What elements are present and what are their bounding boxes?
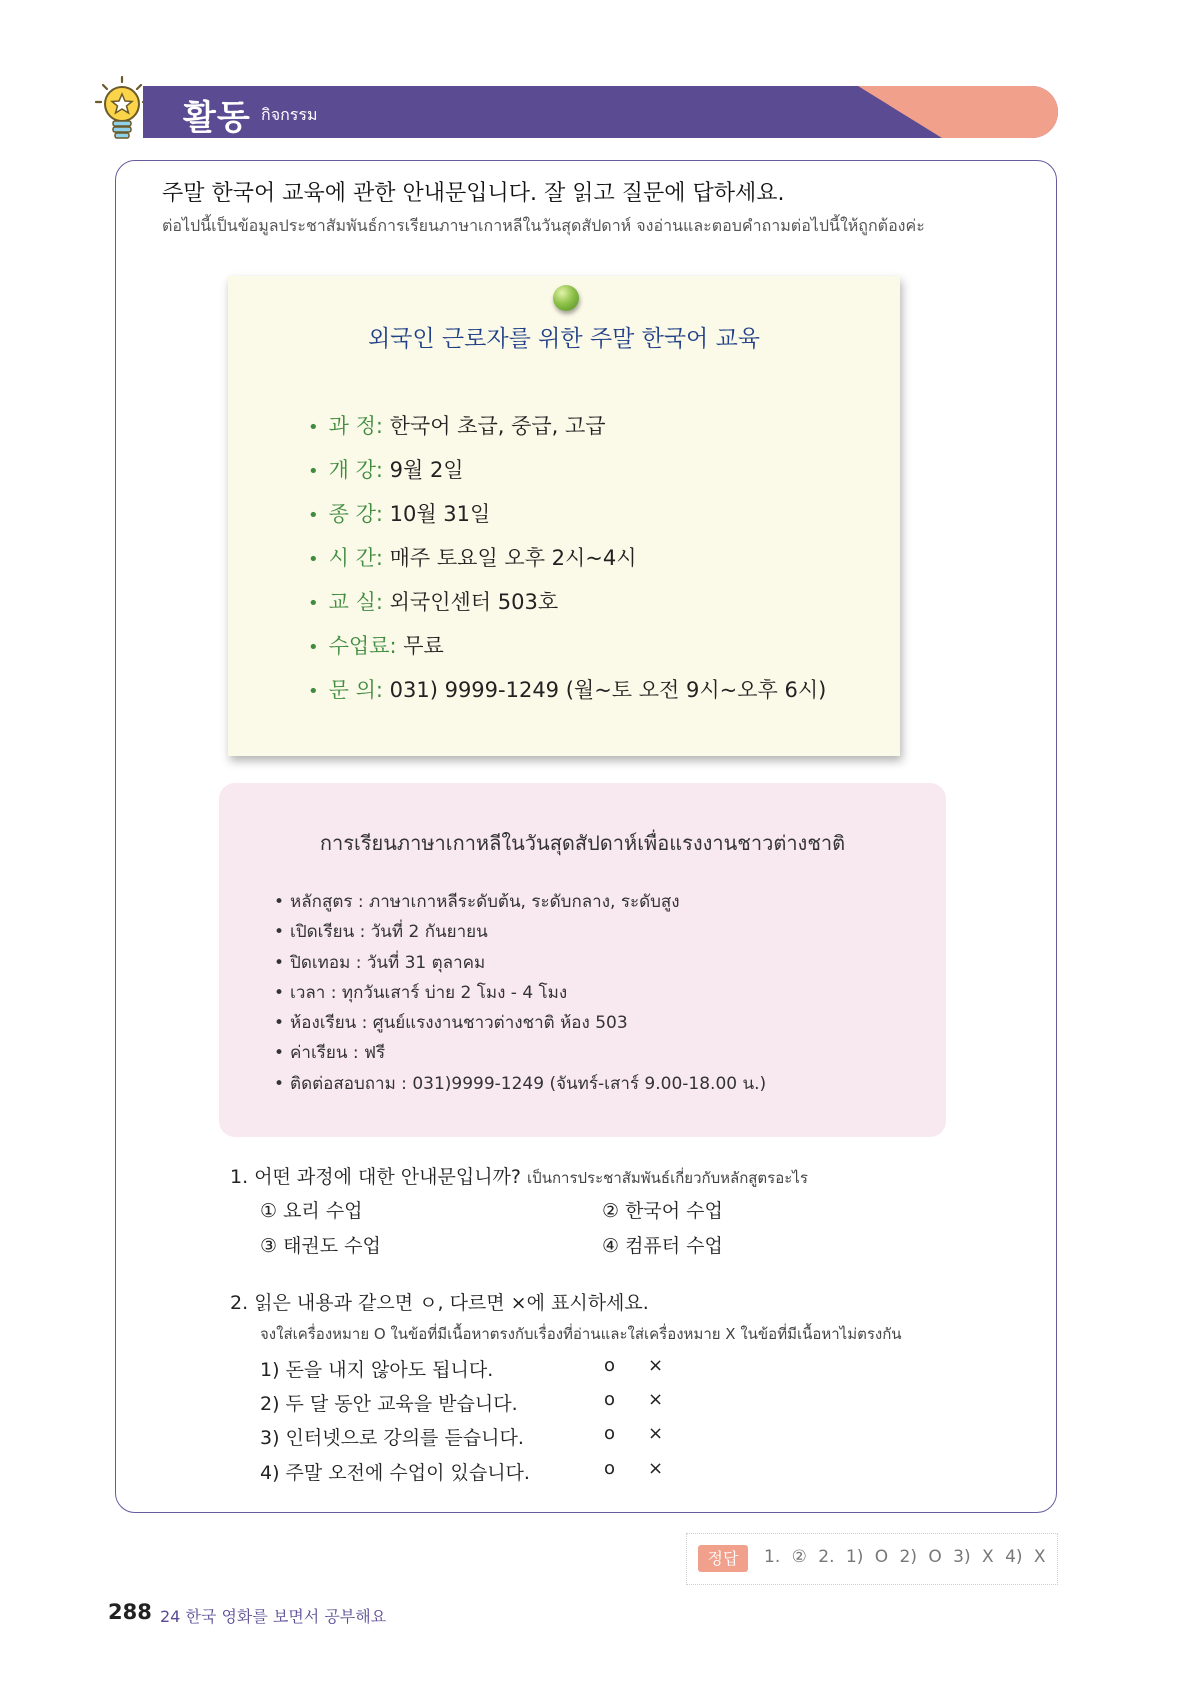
question-2	[230, 1288, 649, 1315]
notice-item-label: 시 간:	[328, 546, 383, 570]
notice-item-value: 10월 31일	[382, 502, 491, 526]
o-mark-option[interactable]: o	[604, 1355, 616, 1376]
o-mark-option[interactable]: o	[604, 1389, 616, 1410]
pushpin-icon	[553, 285, 579, 311]
thai-notice-title: การเรียนภาษาเกาหลีในวันสุดสัปดาห์เพื่อแรงงานชาวต่างชาติ	[319, 831, 846, 855]
notice-item: • 과 정: 한국어 초급, 중급, 고급	[308, 414, 606, 438]
notice-item-value: 매주 토요일 오후 2시~4시	[382, 546, 637, 570]
thai-notice-item: • ปิดเทอม : วันที่ 31 ตุลาคม	[274, 952, 486, 973]
notice-item: • 문 의: 031) 9999-1249 (월~토 오전 9시~오후 6시)	[308, 678, 827, 702]
thai-notice-text: ติดต่อสอบถาม : 031)9999-1249 (จันทร์-เสาร์ 9.00-18.00 น.)	[290, 1073, 767, 1094]
activity-header-bar	[143, 86, 1058, 138]
thai-notice-item: • ห้องเรียน : ศูนย์แรงงานชาวต่างชาติ ห้อง 503	[274, 1013, 628, 1034]
page-number: 288	[108, 1600, 152, 1624]
answer-label: 정답	[698, 1545, 748, 1572]
notice-item: • 개 강: 9월 2일	[308, 458, 464, 482]
notice-item-label: 과 정:	[328, 414, 383, 438]
notice-item-value: 한국어 초급, 중급, 고급	[382, 414, 606, 438]
q2-statement-2: 2) 두 달 동안 교육을 받습니다.	[260, 1393, 518, 1415]
notice-item-value: 031) 9999-1249 (월~토 오전 9시~오후 6시)	[382, 678, 827, 702]
q2-statement-4: 4) 주말 오전에 수업이 있습니다.	[260, 1462, 530, 1484]
notice-item: • 수업료: 무료	[308, 634, 444, 658]
instruction-thai: ต่อไปนี้เป็นข้อมูลประชาสัมพันธ์การเรียนภาษาเกาหลีในวันสุดสัปดาห์ จงอ่านและตอบคำถามต่อไปนี้ให้ถูกต้องค่ะ	[162, 216, 925, 235]
question-1	[230, 1162, 808, 1190]
notice-item: • 교 실: 외국인센터 503호	[308, 590, 559, 614]
thai-notice-list	[274, 888, 766, 1100]
question-number: 2.	[230, 1292, 249, 1314]
o-mark-option[interactable]: o	[604, 1423, 616, 1444]
x-mark-option[interactable]: ×	[648, 1458, 664, 1479]
q1-option-3[interactable]: ③ 태권도 수업	[260, 1235, 381, 1257]
answer-text: 1. ② 2. 1) O 2) O 3) X 4) X	[764, 1547, 1046, 1567]
notice-item: • 종 강: 10월 31일	[308, 502, 491, 526]
thai-notice-text: เปิดเรียน : วันที่ 2 กันยายน	[290, 922, 488, 943]
thai-notice-text: ค่าเรียน : ฟรี	[290, 1043, 386, 1064]
notice-item-value: 외국인센터 503호	[382, 590, 559, 614]
question-text: 읽은 내용과 같으면 ㅇ, 다르면 ×에 표시하세요.	[254, 1292, 649, 1314]
question-thai: จงใส่เครื่องหมาย O ในข้อที่มีเนื้อหาตรงกับเรื่องที่อ่านและใส่เครื่องหมาย X ในข้อที่มีเนื้อหาไม่ตรงกัน	[260, 1325, 902, 1343]
question-text: 어떤 과정에 대한 안내문입니까?	[254, 1166, 521, 1188]
question-number: 1.	[230, 1166, 249, 1188]
x-mark-option[interactable]: ×	[648, 1389, 664, 1410]
notice-list	[308, 410, 826, 718]
header-title: 활동	[183, 98, 251, 138]
question-thai: เป็นการประชาสัมพันธ์เกี่ยวกับหลักสูตรอะไร	[527, 1169, 808, 1187]
notice-item-value: 무료	[396, 634, 444, 658]
notice-item-label: 교 실:	[328, 590, 383, 614]
notice-title: 외국인 근로자를 위한 주말 한국어 교육	[367, 326, 761, 352]
notice-item-label: 종 강:	[328, 502, 383, 526]
thai-notice-item: • หลักสูตร : ภาษาเกาหลีระดับต้น, ระดับกลาง, ระดับสูง	[274, 892, 680, 912]
header-subtitle: กิจกรรม	[261, 105, 318, 124]
thai-notice-text: ห้องเรียน : ศูนย์แรงงานชาวต่างชาติ ห้อง 503	[290, 1013, 628, 1034]
q1-option-2[interactable]: ② 한국어 수업	[602, 1200, 723, 1222]
thai-notice-item: • ติดต่อสอบถาม : 031)9999-1249 (จันทร์-เสาร์ 9.00-18.00 น.)	[274, 1073, 767, 1094]
thai-notice-text: เวลา : ทุกวันเสาร์ บ่าย 2 โมง - 4 โมง	[290, 982, 568, 1003]
notice-item-label: 개 강:	[328, 458, 383, 482]
thai-notice-item: • เวลา : ทุกวันเสาร์ บ่าย 2 โมง - 4 โมง	[274, 982, 568, 1003]
thai-notice-item: • เปิดเรียน : วันที่ 2 กันยายน	[274, 922, 488, 943]
o-mark-option[interactable]: o	[604, 1458, 616, 1479]
x-mark-option[interactable]: ×	[648, 1355, 664, 1376]
q1-option-1[interactable]: ① 요리 수업	[260, 1200, 363, 1222]
notice-item-label: 수업료:	[328, 634, 397, 658]
thai-notice-text: ปิดเทอม : วันที่ 31 ตุลาคม	[290, 952, 486, 973]
q2-statement-1: 1) 돈을 내지 않아도 됩니다.	[260, 1359, 494, 1381]
notice-item-value: 9월 2일	[382, 458, 464, 482]
instruction-korean: 주말 한국어 교육에 관한 안내문입니다. 잘 읽고 질문에 답하세요.	[162, 181, 785, 206]
q1-option-4[interactable]: ④ 컴퓨터 수업	[602, 1235, 723, 1257]
header-accent	[858, 86, 1058, 138]
chapter-title: 24 한국 영화를 보면서 공부해요	[160, 1607, 387, 1626]
x-mark-option[interactable]: ×	[648, 1423, 664, 1444]
notice-item-label: 문 의:	[328, 678, 383, 702]
thai-notice-text: หลักสูตร : ภาษาเกาหลีระดับต้น, ระดับกลาง, ระดับสูง	[290, 892, 680, 912]
q2-statement-3: 3) 인터넷으로 강의를 듣습니다.	[260, 1427, 524, 1449]
thai-notice-item: • ค่าเรียน : ฟรี	[274, 1043, 386, 1064]
notice-item: • 시 간: 매주 토요일 오후 2시~4시	[308, 546, 637, 570]
